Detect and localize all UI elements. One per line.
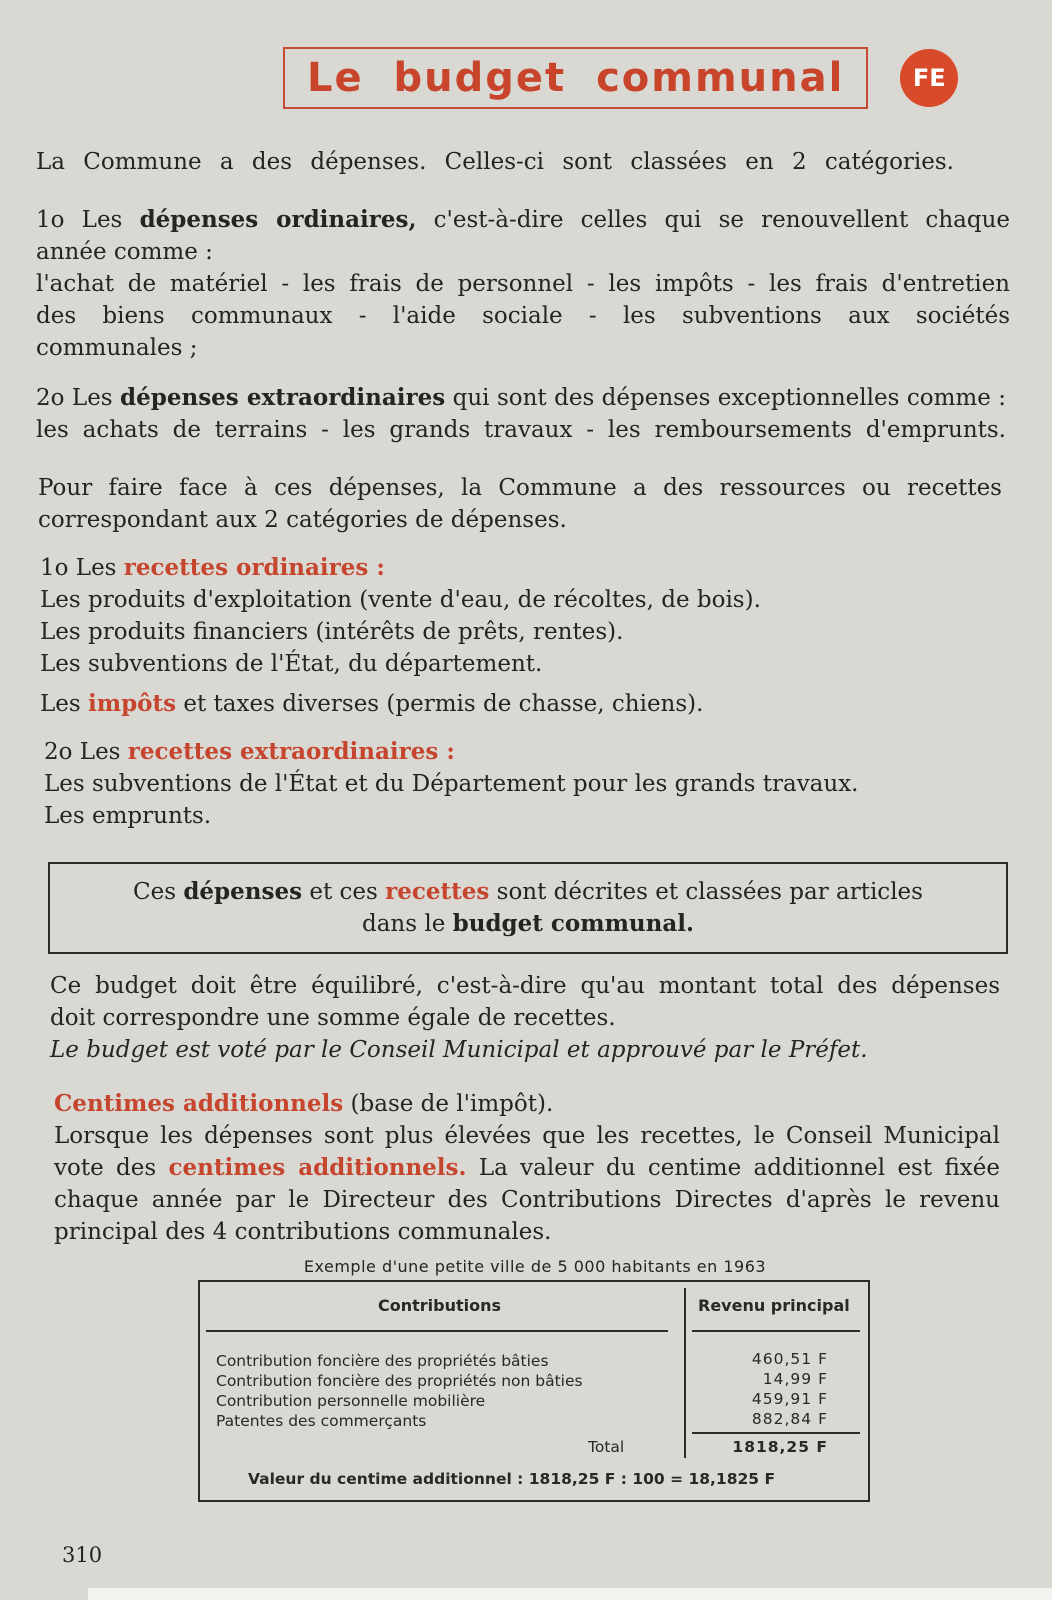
centimes-paragraph	[54, 1088, 1000, 1248]
page-title: Le budget communal	[307, 55, 845, 101]
table-row-label: Contribution foncière des propriétés non bâties	[216, 1372, 583, 1390]
equilibre-line1: Ce budget doit être équilibré, c'est-à-dire qu'au montant total des dépenses	[50, 973, 1000, 999]
centimes-line3: chaque année par le Directeur des Contributions Directes d'après le revenu	[54, 1187, 1000, 1213]
title-box	[283, 47, 868, 109]
recettes-ext-line1: Les subventions de l'État et du Département pour les grands travaux.	[44, 771, 859, 797]
column-divider	[684, 1288, 686, 1458]
ordinaires-line2: année comme :	[36, 239, 213, 265]
equilibre-italic: Le budget est voté par le Conseil Municipal et approuvé par le Préfet.	[50, 1037, 868, 1063]
summary-line2: dans le budget communal.	[362, 910, 694, 937]
table-row-label: Contribution foncière des propriétés bâties	[216, 1352, 549, 1370]
page-edge	[88, 1588, 1052, 1600]
header-contributions: Contributions	[378, 1296, 502, 1315]
total-label: Total	[588, 1438, 625, 1456]
centimes-line4: principal des 4 contributions communales.	[54, 1219, 552, 1245]
total-rule	[692, 1432, 860, 1434]
contributions-table	[198, 1280, 870, 1502]
centimes-heading: Centimes additionnels (base de l'impôt).	[54, 1090, 554, 1117]
recettes-ord-line2: Les produits financiers (intérêts de prêts, rentes).	[40, 619, 624, 645]
ressources-line2: correspondant aux 2 catégories de dépenses.	[38, 507, 567, 533]
header-rule-left	[206, 1330, 668, 1332]
ordinaires-line5: communales ;	[36, 335, 198, 361]
page-number: 310	[62, 1543, 103, 1567]
depenses-extraordinaires	[36, 382, 1006, 446]
recettes-ord-line3: Les subventions de l'État, du département.	[40, 651, 543, 677]
centimes-line1: Lorsque les dépenses sont plus élevées que les recettes, le Conseil Municipal	[54, 1123, 1000, 1149]
budget-summary-box	[48, 862, 1008, 954]
table-caption: Exemple d'une petite ville de 5 000 habitants en 1963	[303, 1257, 767, 1276]
header-revenu-principal: Revenu principal	[698, 1296, 850, 1315]
title-row	[283, 46, 958, 110]
header-rule-right	[692, 1330, 860, 1332]
table-row-value: 460,51 F	[751, 1350, 828, 1368]
recettes-extraordinaires	[44, 736, 964, 832]
summary-line1: Ces dépenses et ces recettes sont décrites et classées par articles	[133, 878, 923, 905]
table-row-value: 882,84 F	[751, 1410, 828, 1428]
recettes-ext-line2: Les emprunts.	[44, 803, 212, 829]
table-row-label: Contribution personnelle mobilière	[216, 1392, 486, 1410]
table-row-value: 459,91 F	[751, 1390, 828, 1408]
recettes-ord-line1: Les produits d'exploitation (vente d'eau, de récoltes, de bois).	[40, 587, 761, 613]
total-value: 1818,25 F	[732, 1438, 828, 1456]
ressources-line1: Pour faire face à ces dépenses, la Commune a des ressources ou recettes	[38, 475, 1002, 501]
centimes-line2: vote des centimes additionnels. La valeur du centime additionnel est fixée	[54, 1154, 1000, 1181]
table-row-value: 14,99 F	[762, 1370, 828, 1388]
equilibre-line2: doit correspondre une somme égale de recettes.	[50, 1005, 616, 1031]
ordinaires-line4: des biens communaux - l'aide sociale - les subventions aux sociétés	[36, 303, 1010, 329]
extraordinaires-line1: 2o Les dépenses extraordinaires qui sont des dépenses exceptionnelles comme :	[36, 384, 1006, 411]
equilibre-paragraph	[50, 970, 1000, 1066]
ordinaires-line3: l'achat de matériel - les frais de personnel - les impôts - les frais d'entretien	[36, 271, 1010, 297]
recettes-ordinaires	[40, 552, 940, 720]
intro-paragraph: La Commune a des dépenses. Celles-ci sont classées en 2 catégories.	[36, 149, 954, 175]
recettes-ord-line4: Les impôts et taxes diverses (permis de chasse, chiens).	[40, 690, 704, 717]
extraordinaires-line2: les achats de terrains - les grands travaux - les remboursements d'emprunts.	[36, 417, 1006, 443]
recettes-ext-heading: 2o Les recettes extraordinaires :	[44, 738, 455, 765]
ordinaires-line1: 1o Les dépenses ordinaires, c'est-à-dire celles qui se renouvellent chaque	[36, 206, 1010, 233]
table-row-label: Patentes des commerçants	[216, 1412, 427, 1430]
fe-badge: FE	[900, 49, 958, 107]
recettes-ord-heading: 1o Les recettes ordinaires :	[40, 554, 385, 581]
ressources-paragraph	[38, 472, 1002, 536]
centime-value-footer: Valeur du centime additionnel : 1818,25 F : 100 = 18,1825 F	[248, 1470, 776, 1488]
depenses-ordinaires	[36, 204, 1010, 364]
